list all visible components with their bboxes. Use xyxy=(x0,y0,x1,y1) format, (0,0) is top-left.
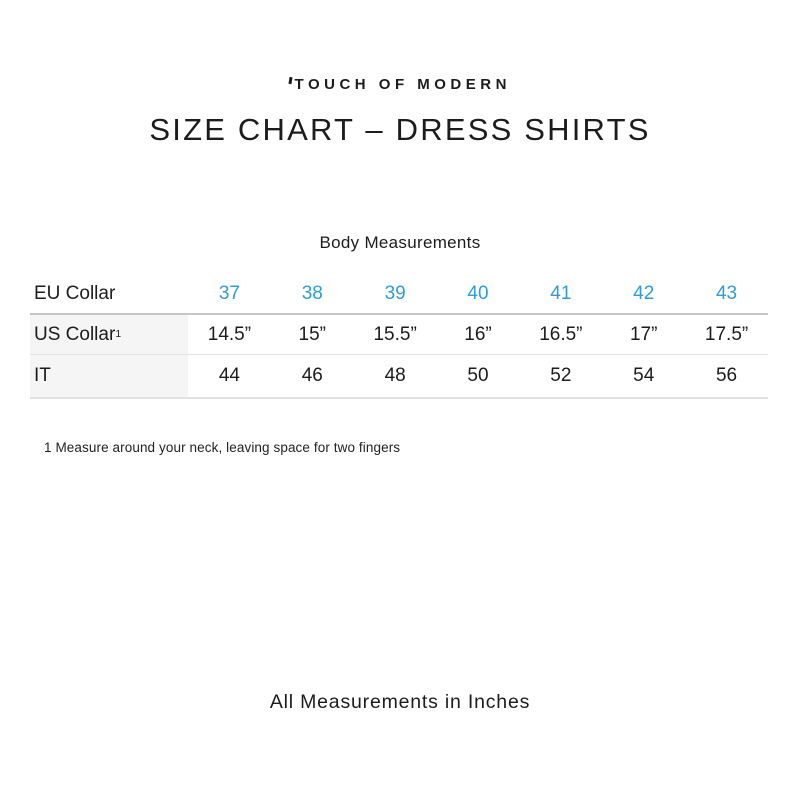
footer-note: All Measurements in Inches xyxy=(269,691,531,713)
size-chart-table xyxy=(30,274,768,399)
section-title: Body Measurements xyxy=(319,233,481,252)
table-cell: 54 xyxy=(633,365,655,386)
row-label: IT xyxy=(30,355,188,397)
table-cell: 16” xyxy=(464,323,492,345)
table-cell: 15” xyxy=(298,323,326,345)
table-cell: 39 xyxy=(384,282,406,304)
table-cell: 46 xyxy=(301,365,323,386)
table-cell: 17.5” xyxy=(704,323,749,345)
table-row-it xyxy=(30,355,768,399)
table-row-us-collar xyxy=(30,315,768,355)
brand-logo-text: TOUCH OF MODERN xyxy=(294,76,511,93)
table-cell: 48 xyxy=(384,365,406,386)
table-cell: 56 xyxy=(715,365,738,386)
table-cell: 42 xyxy=(633,282,655,304)
table-cell: 37 xyxy=(218,282,240,304)
table-cell: 41 xyxy=(550,282,572,304)
page-title: SIZE CHART – DRESS SHIRTS xyxy=(149,112,651,147)
footnote: 1 Measure around your neck, leaving space for two fingers xyxy=(44,440,401,455)
table-cell: 14.5” xyxy=(207,323,252,345)
table-cell: 40 xyxy=(467,282,489,304)
table-cell: 38 xyxy=(301,282,323,304)
table-cell: 52 xyxy=(550,365,572,386)
table-cell: 43 xyxy=(715,282,738,304)
row-label: EU Collar xyxy=(34,282,116,304)
table-cell: 17” xyxy=(629,323,658,345)
row-label: US Collar 1 xyxy=(30,315,188,354)
table-cell: 44 xyxy=(218,365,240,386)
table-cell: 16.5” xyxy=(539,323,583,345)
table-cell: 15.5” xyxy=(373,323,417,345)
row-label-text: US Collar xyxy=(34,323,116,345)
logo-tick-icon xyxy=(289,77,293,84)
table-cell: 50 xyxy=(467,365,489,386)
table-row-eu-collar xyxy=(30,274,768,315)
brand-logo xyxy=(0,76,800,93)
